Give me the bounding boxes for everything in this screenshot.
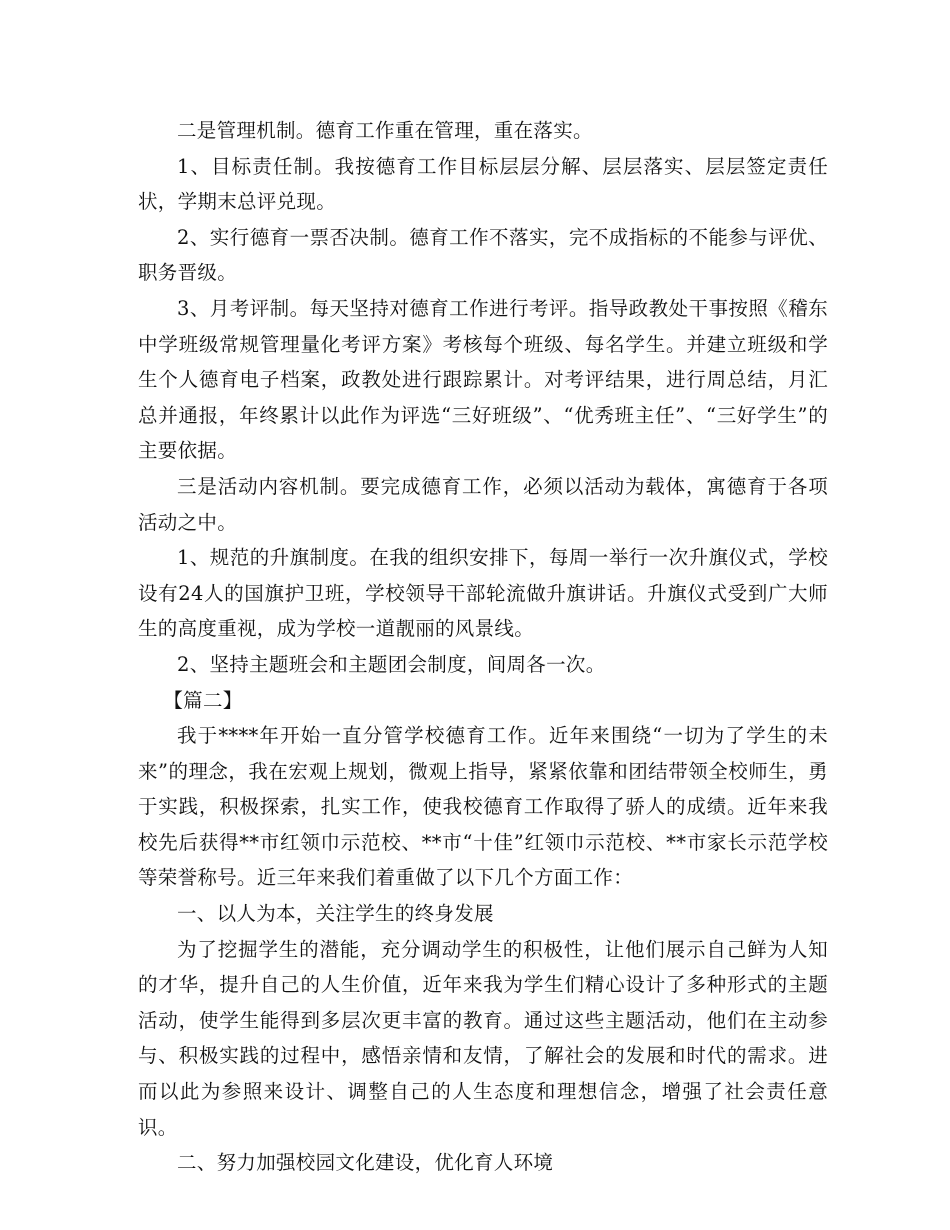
section-heading-part-two: 【篇二】 [163, 688, 243, 712]
paragraph-theme-meetings: 2、坚持主题班会和主题团会制度，间周各一次。 [177, 652, 606, 676]
paragraph-activity-mechanism: 三是活动内容机制。要完成德育工作，必须以活动为载体，寓德育于各项活动之中。 [138, 474, 828, 534]
heading-people-oriented: 一、以人为本，关注学生的终身发展 [177, 902, 494, 926]
paragraph-management-mechanism: 二是管理机制。德育工作重在管理，重在落实。 [177, 119, 593, 142]
paragraph-flag-raising: 1、规范的升旗制度。在我的组织安排下，每周一举行一次升旗仪式，学校设有24人的国旗护卫班，学校领导干部轮流做升旗讲话。升旗仪式受到广大师生的高度重视，成为学校一道靓丽的风景线。 [138, 546, 828, 641]
document-body [138, 113, 828, 1181]
paragraph-target-responsibility: 1、目标责任制。我按德育工作目标层层分解、层层落实、层层签定责任状，学期末总评兑现。 [138, 154, 828, 214]
heading-campus-culture: 二、努力加强校园文化建设，优化育人环境 [177, 1151, 554, 1175]
paragraph-introduction: 我于****年开始一直分管学校德育工作。近年来围绕“一切为了学生的未来”的理念，我在宏观上规划，微观上指导，紧紧依靠和团结带领全校师生，勇于实践，积极探索，扎实工作，使我校德育工作取得了骄人的成绩。近年来我校先后获得**市红领巾示范校、**市“十佳”红领巾示范校、**市家长示范学校等荣誉称号。近三年来我们着重做了以下几个方面工作： [138, 724, 828, 890]
paragraph-theme-activities: 为了挖掘学生的潜能，充分调动学生的积极性，让他们展示自己鲜为人知的才华，提升自己的人生价值，近年来我为学生们精心设计了多种形式的主题活动，使学生能得到多层次更丰富的教育。通过这些主题活动，他们在主动参与、积极实践的过程中，感悟亲情和友情，了解社会的发展和时代的需求。进而以此为参照来设计、调整自己的人生态度和理想信念，增强了社会责任意识。 [138, 937, 828, 1139]
paragraph-monthly-evaluation: 3、月考评制。每天坚持对德育工作进行考评。指导政教处干事按照《稽东中学班级常规管理量化考评方案》考核每个班级、每名学生。并建立班级和学生个人德育电子档案，政教处进行跟踪累计。对考评结果，进行周总结，月汇总并通报，年终累计以此作为评选“三好班级”、“优秀班主任”、“三好学生”的主要依据。 [138, 296, 828, 463]
paragraph-one-vote-veto: 2、实行德育一票否决制。德育工作不落实，完不成指标的不能参与评优、职务晋级。 [138, 225, 828, 285]
